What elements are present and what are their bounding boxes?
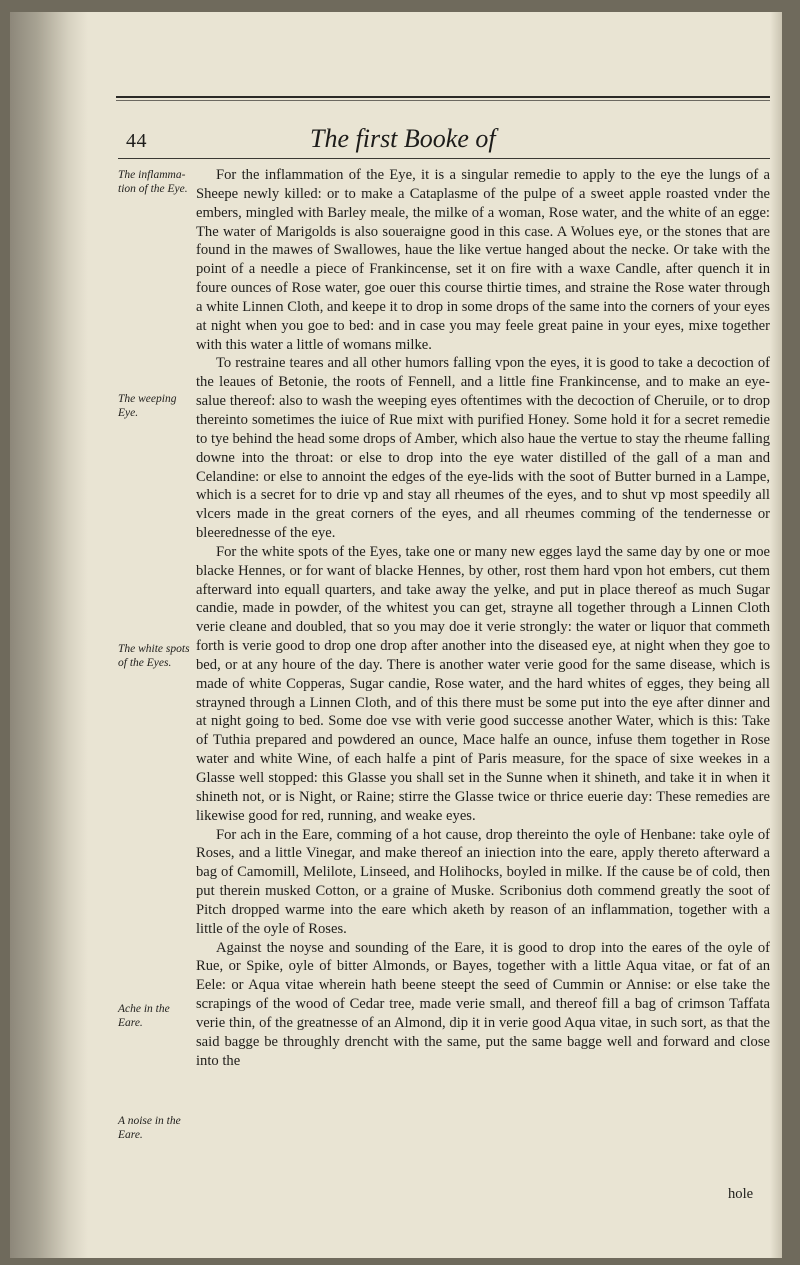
paragraph-white-spots: For the white spots of the Eyes, take one or many new egges layd the same day by one or moe blacke Hennes, or for want of blacke Hennes, by other, rost them hard vpon hot embers, cut them afterward into equall quarters, and take away the yelke, and put in place thereof as much Sugar candie, made in powder, of the whitest you can get, strayne all together through a Linnen Cloth verie cleane and doubled, that so you may doe it verie strongly: the water or liquor that commeth forth is verie good to drop one drop after another into the diseased eye, at night when they goe to bed, or at any houre of the day. There is another water verie good for the same disease, which is made of white Copperas, Sugar candie, Rose water, and the hard whites of egges, they being all strayned through a Linnen Cloth, and of this there must be some put into the eye after dinner and at night going to bed. Some doe vse with verie good successe another Water, which is this: Take of Tuthia prepared and powdered an ounce, Mace halfe an ounce, infuse them together in Rose water and white Wine, of each halfe a pint of Paris measure, for the space of sixe weekes in a Glasse well stopped: this Glasse you shall set in the Sunne when it shineth, and take it in when it shineth not, or is Night, or Raine; stirre the Glasse twice or thrice euerie day: These remedies are likewise good for red, running, and weake eyes. <box>196 543 770 824</box>
binding-gutter <box>10 12 88 1258</box>
header-rule-thin <box>116 100 770 101</box>
page-edge-shadow <box>770 12 782 1258</box>
body-text <box>196 166 770 1071</box>
running-title: The first Booke of <box>310 124 496 153</box>
paragraph-weeping-eye: To restraine teares and all other humors falling vpon the eyes, it is good to take a decoction of the leaues of Betonie, the roots of Fennell, and a little fine Frankincense, and to make an eye-salue thereof: also to wash the weeping eyes oftentimes with the decoction of Cheruile, or to drop thereinto sometimes the iuice of Rue mixt with purified Honey. Some hold it for a secret remedie to tye behind the head some drops of Amber, which also haue the vertue to stay the rheume falling downe into the throat: or else to drop into the eye water distilled of the gall of a man and Celandine: or else to annoint the edges of the eye-lids with the soot of Butter burned in a Lampe, which is a secret for to drie vp and stay all rheumes of the eyes, and to shut vp most speedily all vlcers made in the great corners of the eyes, and all rheumes comming of the tendernesse or bleerednesse of the eye. <box>196 355 770 542</box>
margin-note-ache-in-eare: Ache in the Eare. <box>118 1003 170 1029</box>
header-rule <box>116 96 770 98</box>
book-page <box>10 12 782 1258</box>
page-number: 44 <box>126 130 147 152</box>
catchword: hole <box>728 1186 754 1202</box>
title-rule <box>118 158 770 159</box>
paragraph-noise-in-eare: Against the noyse and sounding of the Eare, it is good to drop into the eares of the oyle of Rue, or Spike, oyle of bitter Almonds, or Bayes, together with a little Aqua vitae, or fat of an Eele: or Aqua vitae wherein hath beene steept the seed of Cummin or Annise: or else take the scrapings of the wood of Cedar tree, made verie small, and thereof fill a bag of crimson Taffata verie thin, of the greatnesse of an Almond, dip it in verie good Aqua vitae, in such sort, as that the said bagge be throughly drencht with the same, put the same bagge well and forward and close into the <box>196 939 770 1069</box>
margin-note-inflammation: The inflamma-tion of the Eye. <box>118 169 188 195</box>
margin-note-noise-in-eare: A noise in the Eare. <box>118 1115 181 1141</box>
margin-note-white-spots: The white spots of the Eyes. <box>118 643 190 669</box>
paragraph-ache-in-eare: For ach in the Eare, comming of a hot cause, drop thereinto the oyle of Henbane: take oyle of Roses, and a little Vinegar, and make thereof an iniection into the eare, apply thereto afterward a bag of Camomill, Melilote, Linseed, and Holihocks, boyled in milke. If the cause be of cold, then put therein musked Cotton, or a graine of Muske. Scribonius doth commend greatly the soot of Pitch dropped warme into the eare which aketh by reason of an inflammation, together with a little of the oyle of Roses. <box>196 826 770 937</box>
margin-note-weeping-eye: The weeping Eye. <box>118 393 177 419</box>
paragraph-inflammation: For the inflammation of the Eye, it is a singular remedie to apply to the eye the lungs of a Sheepe newly killed: or to make a Cataplasme of the pulpe of a sweet apple roasted vnder the embers, mingled with Barley meale, the milke of a woman, Rose water, and the white of an egge: The water of Marigolds is also soueraigne good in this case. A Wolues eye, or the stones that are found in the mawes of Swallowes, haue the like vertue hanged about the necke. Or take with the point of a needle a piece of Frankincense, set it on fire with a waxe Candle, after quench it in foure ounces of Rose water, goe ouer this course thirtie times, and straine the Rose water through a white Linnen Cloth, and keepe it to drop in some drops of the same into the corners of your eyes at night when you goe to bed: and in case you may feele great paine in your eyes, mixe together with this water a little of womans milke. <box>196 167 770 353</box>
